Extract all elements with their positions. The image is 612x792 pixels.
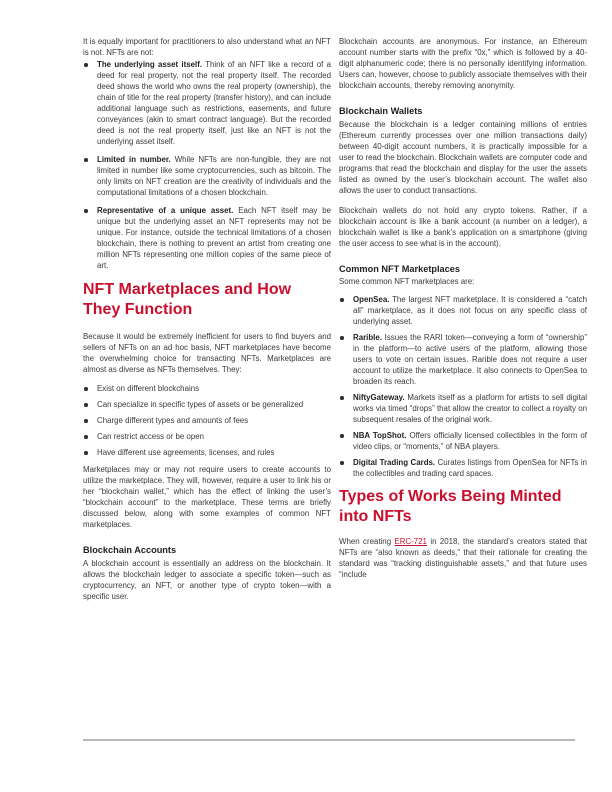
list-item-text: Offers officially licensed collectibles in the form of video clips, or “moments,” of NBA players. [353, 431, 587, 451]
accounts-continued-paragraph: Blockchain accounts are anonymous. For instance, an Ethereum account number starts with the prefix “0x,” which is followed by a 40-digit alphanumeric code; there is no personally identifying information. Users can, however, choose to publicly associate themselves with their blockchain accounts, thereby removing anonymity. [339, 37, 587, 90]
list-item: Charge different types and amounts of fees [83, 415, 331, 426]
list-item-term: Limited in number. [97, 155, 171, 164]
marketplace-traits-list [83, 383, 331, 458]
list-item: Exist on different blockchains [83, 383, 331, 394]
list-item-term: OpenSea. [353, 295, 390, 304]
types-text-before: When creating [339, 537, 395, 546]
list-item-text: Markets itself as a platform for artists to sell digital works via timed “drops” that allow the creator to collect a royalty on subsequent resales of the original work. [353, 393, 587, 424]
accounts-paragraph: A blockchain account is essentially an address on the blockchain. It allows the blockchain ledger to associate a specific token—such as cryptocurrency, an NFT, or another type of crypto token—with a specific user. [83, 559, 331, 601]
subheading-blockchain-accounts: Blockchain Accounts [83, 545, 177, 555]
list-item: Can restrict access or be open [83, 431, 331, 442]
list-item-term: Representative of a unique asset. [97, 206, 234, 215]
list-item [339, 392, 587, 425]
types-text-after: in 2018, the standard’s creators stated that NFTs are “also known as deeds,” that their rationale for creating the standard was “tracking distinguishable assets,” and that future uses “include [339, 537, 587, 579]
not-list [83, 59, 331, 271]
list-item [339, 457, 587, 479]
list-item-term: Rarible. [353, 333, 382, 342]
list-item: Can specialize in specific types of assets or be generalized [83, 399, 331, 410]
section-heading-marketplaces: NFT Marketplaces and How They Function [83, 281, 292, 318]
list-item-text: Curates listings from OpenSea for NFTs in the collectibles and trading card spaces. [353, 458, 587, 478]
list-item-term: The underlying asset itself. [97, 60, 203, 69]
left-column [83, 36, 331, 602]
list-item-term: Digital Trading Cards. [353, 458, 436, 467]
list-item [339, 332, 587, 387]
right-column [339, 36, 587, 580]
list-item [339, 430, 587, 452]
footer-divider [83, 739, 575, 741]
types-paragraph [339, 536, 587, 580]
marketplaces-paragraph: Marketplaces may or may not require users to create accounts to utilize the marketplace. They will, however, require a user to link his or her “blockchain wallet,” which has the effect of linking the user’s “blockchain account” to the marketplace. These terms are briefly discussed below, along with some examples of common NFT marketplaces. [83, 465, 331, 529]
list-item [83, 59, 331, 147]
subheading-common-marketplaces: Common NFT Marketplaces [339, 264, 460, 274]
list-item: Have different use agreements, licenses, and rules [83, 447, 331, 458]
list-item-text: Each NFT itself may be unique but the underlying asset an NFT represents may not be unique. For instance, outside the technical limitations of a chosen blockchain, there is nothing to prevent an artist from creating one million NFTs representing one million copies of the same piece of art. [97, 206, 331, 270]
list-item-term: NiftyGateway. [353, 393, 405, 402]
wallets-paragraph-1: Because the blockchain is a ledger containing millions of entries (Ethereum currently processes over one million transactions daily) between 40-digit account numbers, it is practically impossible for a user to read the blockchain. Blockchain wallets are computer code and programs that read the blockchain and display for the user the assets listed as owned by the user’s blockchain account. The wallet also allows the user to conduct transactions. [339, 120, 587, 195]
list-item-text: The largest NFT marketplace. It is considered a “catch all” marketplace, as it does not focus on any specific class of underlying asset. [353, 295, 587, 326]
subheading-blockchain-wallets: Blockchain Wallets [339, 106, 423, 116]
section-heading-types-of-works: Types of Works Being Minted into NFTs [339, 488, 562, 525]
marketplace-list [339, 294, 587, 479]
marketplaces-intro: Because it would be extremely inefficient for users to find buyers and sellers of NFTs on an ad hoc basis, NFT marketplaces have become the overwhelming choice for transacting NFTs. Marketplaces are almost as diverse as NFTs themselves. They: [83, 332, 331, 374]
intro-paragraph: It is equally important for practitioners to also understand what an NFT is not. NFTs are not: [83, 37, 331, 57]
list-item-text: While NFTs are non-fungible, they are not limited in number like some cryptocurrencies, such as bitcoin. The only limits on NFT creation are the creativity of individuals and the computational limitations of a chosen blockchain. [97, 155, 331, 197]
common-intro: Some common NFT marketplaces are: [339, 277, 475, 286]
list-item [83, 205, 331, 271]
list-item-text: Issues the RARI token—conveying a form of “ownership” in the platform—to active users of the platform, allowing those users to vote on certain issues. Rarible does not require a user account to utilize the marketplace. It also connects to OpenSea to broaden its reach. [353, 333, 587, 386]
erc-721-link[interactable]: ERC-721 [394, 537, 427, 546]
list-item-text: Think of an NFT like a record of a deed for real property, not the real property itself. The recorded deed shows the world who owns the real property (ownership), the chain of title for the real property (transfer history), and can include additional language such as restrictions, easements, and future conveyances (akin to smart contract language). But the recorded deed is not the real property itself, just like an NFT is not the underlying asset itself. [97, 60, 331, 146]
list-item-term: NBA TopShot. [353, 431, 407, 440]
wallets-paragraph-2: Blockchain wallets do not hold any crypto tokens. Rather, if a blockchain account is like a bank account (a number on a ledger), a blockchain wallet is like a bank’s application on a smartphone (giving the user access to see what is in the account). [339, 206, 587, 248]
list-item [339, 294, 587, 327]
list-item [83, 154, 331, 198]
